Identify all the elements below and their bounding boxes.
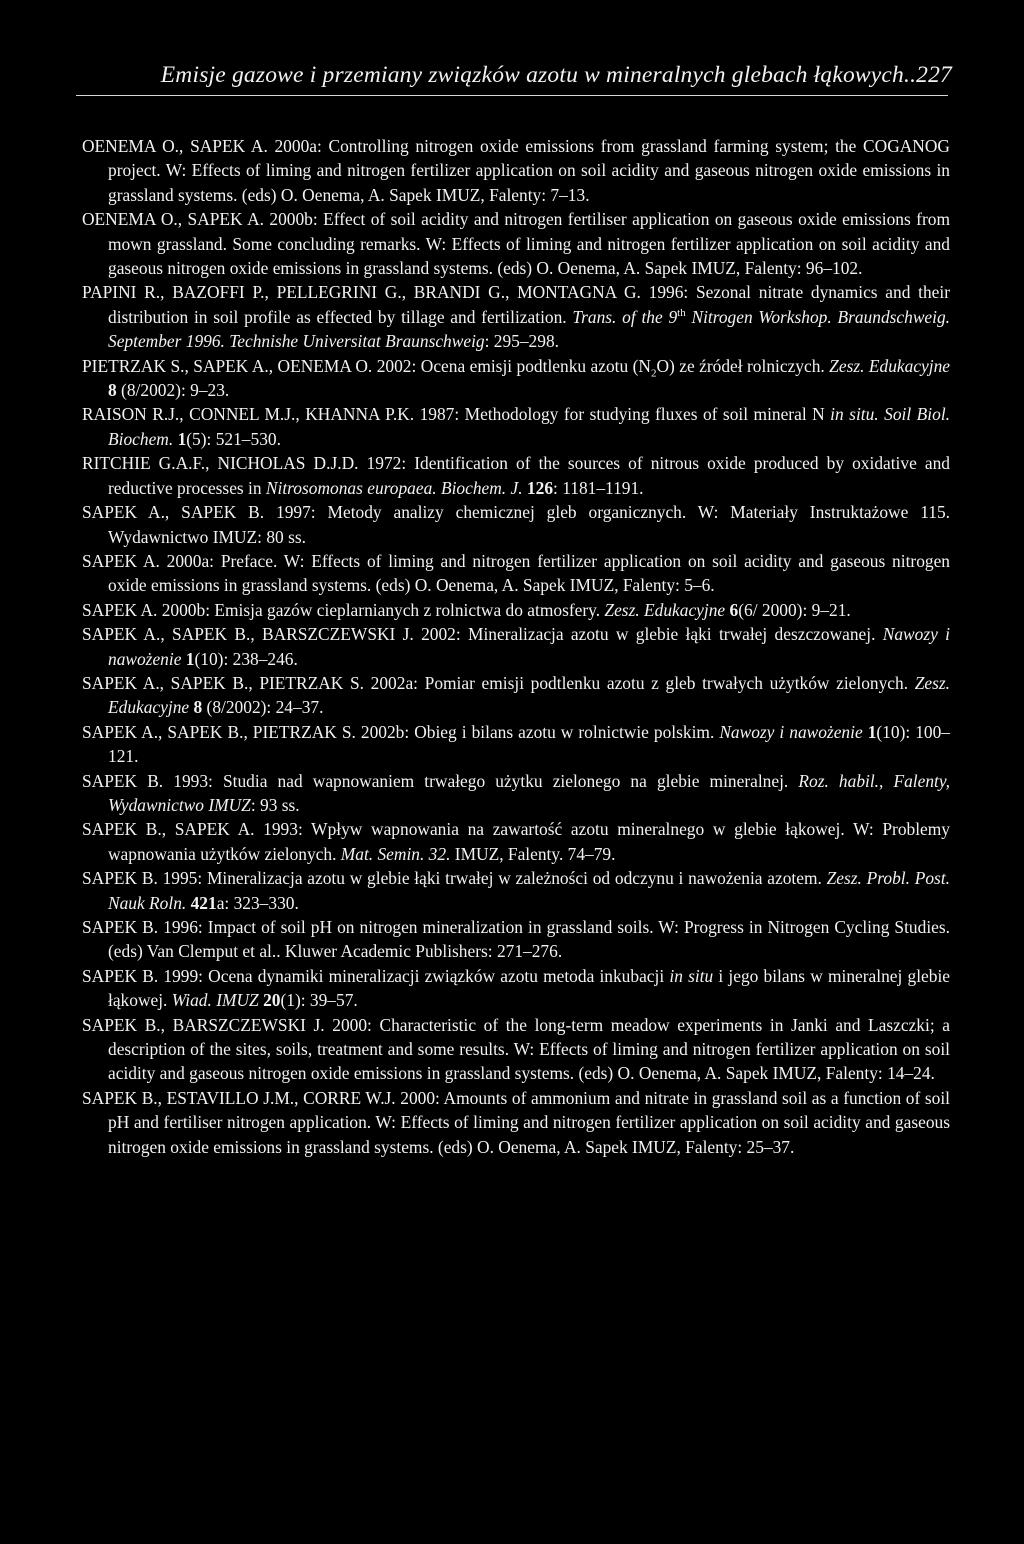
- reference-entry: [82, 915, 950, 964]
- reference-entry: [82, 769, 950, 818]
- reference-text: a: 323–330.: [216, 892, 299, 913]
- reference-entry: [82, 134, 950, 207]
- reference-text: (1): 39–57.: [280, 990, 358, 1011]
- reference-text: 8: [108, 380, 117, 401]
- reference-text: 1: [185, 648, 195, 669]
- reference-entry: [82, 280, 950, 353]
- reference-entry: [82, 1086, 950, 1159]
- reference-text: Roz. habil., Falenty, Wydawnictwo IMUZ: [108, 770, 950, 815]
- reference-text: 126: [526, 477, 554, 498]
- reference-text: (10): 238–246.: [194, 648, 298, 669]
- reference-text: 1: [867, 721, 877, 742]
- reference-text: 421: [190, 892, 217, 913]
- reference-text: Nitrosomonas europaea. Biochem. J.: [265, 477, 523, 498]
- reference-list: [82, 134, 950, 1159]
- reference-entry: [82, 549, 950, 598]
- reference-text: (6/ 2000): 9–21.: [738, 599, 851, 620]
- reference-text: SAPEK A. 2000a: Preface. W: Effects of liming and nitrogen fertilizer application on soil acidity and gaseous nitrogen oxide emissions in grassland systems. (eds) O. Oenema, A. Sapek IMUZ, Falenty: 5–6.: [82, 550, 950, 596]
- reference-text: IMUZ, Falenty. 74–79.: [450, 843, 616, 864]
- reference-entry: [82, 622, 950, 671]
- reference-text: : 93 ss.: [250, 794, 300, 815]
- reference-text: SAPEK A., SAPEK B., PIETRZAK S. 2002b: Obieg i bilans azotu w rolnictwie polskim.: [82, 721, 720, 742]
- reference-text: Nitrogen Workshop. Braundschweig. September 1996. Technishe Universitat Braunschweig: [108, 306, 951, 352]
- reference-text: SAPEK B. 1993: Studia nad wapnowaniem trwałego użytku zielonego na glebie mineralnej.: [82, 770, 799, 791]
- reference-text: in situ: [669, 965, 714, 986]
- reference-text: 1: [177, 428, 187, 449]
- reference-entry: [82, 207, 950, 280]
- reference-text: SAPEK B., ESTAVILLO J.M., CORRE W.J. 2000: Amounts of ammonium and nitrate in grassland soil as a function of soil pH and fertiliser nitrogen application. W: Effects of liming and nitrogen fertilizer application on soil acidity and gaseous nitrogen oxide emissions in grassland systems. (eds) O. Oenema, A. Sapek IMUZ, Falenty: 25–37.: [82, 1087, 950, 1157]
- reference-entry: [82, 598, 950, 622]
- reference-text: O) ze źródeł rolniczych.: [656, 355, 830, 376]
- reference-entry: [82, 866, 950, 915]
- reference-text: SAPEK A., SAPEK B., PIETRZAK S. 2002a: Pomiar emisji podtlenku azotu z gleb trwałych użytków zielonych.: [82, 672, 915, 693]
- reference-text: SAPEK B. 1996: Impact of soil pH on nitrogen mineralization in grassland soils. W: Progress in Nitrogen Cycling Studies. (eds) Van Clemput et al.. Kluwer Academic Publishers: 271–276.: [82, 917, 950, 962]
- reference-text: in situ. Soil Biol. Biochem.: [108, 404, 950, 449]
- reference-text: : 295–298.: [484, 331, 559, 352]
- reference-entry: [82, 671, 950, 720]
- reference-text: SAPEK B., BARSZCZEWSKI J. 2000: Characteristic of the long-term meadow experiments in Janki and Laszczki; a description of the sites, soils, treatment and some results. W: Effects of liming and nitrogen fertilizer application on soil acidity and gaseous nitrogen oxide emissions in grassland systems. (eds) O. Oenema, A. Sapek IMUZ, Falenty: 14–24.: [82, 1014, 950, 1084]
- reference-text: th: [677, 307, 686, 320]
- reference-entry: [82, 720, 950, 769]
- reference-text: Mat. Semin. 32.: [340, 843, 451, 864]
- reference-text: Zesz. Probl. Post. Nauk Roln.: [108, 868, 950, 913]
- reference-text: (8/2002): 9–23.: [116, 380, 230, 401]
- reference-entry: [82, 817, 950, 866]
- reference-entry: [82, 964, 950, 1013]
- reference-entry: [82, 402, 950, 451]
- reference-text: Zesz. Edukacyjne: [829, 355, 950, 376]
- reference-entry: [82, 354, 950, 403]
- reference-text: 2: [650, 367, 657, 380]
- reference-text: Zesz. Edukacyjne: [604, 599, 726, 620]
- reference-entry: [82, 1013, 950, 1086]
- reference-text: SAPEK A. 2000b: Emisja gazów cieplarnianych z rolnictwa do atmosfery.: [82, 599, 605, 620]
- reference-text: (8/2002): 24–37.: [202, 697, 324, 718]
- reference-text: 20: [263, 990, 281, 1011]
- reference-text: OENEMA O., SAPEK A. 2000a: Controlling nitrogen oxide emissions from grassland farming system; the COGANOG project. W: Effects of liming and nitrogen fertilizer application on soil acidity and gaseous nitrogen oxide emissions in grassland systems. (eds) O. Oenema, A. Sapek IMUZ, Falenty: 7–13.: [82, 136, 950, 205]
- reference-text: SAPEK A., SAPEK B., BARSZCZEWSKI J. 2002: Mineralizacja azotu w glebie łąki trwałej deszczowanej.: [82, 624, 883, 645]
- running-header: Emisje gazowe i przemiany związków azotu w mineralnych glebach łąkowych..227: [160, 62, 952, 88]
- reference-text: 8: [193, 697, 203, 718]
- reference-text: SAPEK A., SAPEK B. 1997: Metody analizy chemicznej gleb organicznych. W: Materiały Instruktażowe 115. Wydawnictwo IMUZ: 80 ss.: [82, 502, 950, 547]
- reference-text: (5): 521–530.: [186, 428, 281, 449]
- reference-text: Zesz. Edukacyjne: [108, 672, 950, 718]
- reference-text: (10): 100–121.: [108, 721, 950, 767]
- reference-text: : 1181–1191.: [553, 477, 644, 498]
- reference-text: RITCHIE G.A.F., NICHOLAS D.J.D. 1972: Identification of the sources of nitrous oxide produced by oxidative and reductive processes in: [82, 453, 950, 498]
- reference-text: 6: [729, 599, 739, 620]
- reference-text: PIETRZAK S., SAPEK A., OENEMA O. 2002: Ocena emisji podtlenku azotu (N: [82, 355, 651, 376]
- reference-text: Nawozy i nawożenie: [719, 721, 863, 742]
- reference-text: RAISON R.J., CONNEL M.J., KHANNA P.K. 1987: Methodology for studying fluxes of soil mineral N: [82, 404, 831, 425]
- reference-text: Trans. of the 9: [572, 306, 678, 327]
- reference-text: SAPEK B., SAPEK A. 1993: Wpływ wapnowania na zawartość azotu mineralnego w glebie łąkowej. W: Problemy wapnowania użytków zielonych.: [82, 819, 950, 864]
- reference-text: Wiad. IMUZ: [171, 990, 259, 1011]
- reference-text: SAPEK B. 1999: Ocena dynamiki mineralizacji związków azotu metoda inkubacji: [82, 965, 670, 986]
- header-rule: [76, 95, 948, 96]
- reference-text: PAPINI R., BAZOFFI P., PELLEGRINI G., BRANDI G., MONTAGNA G. 1996: Sezonal nitrate dynamics and their distribution in soil profile as effected by tillage and fertilization.: [82, 282, 950, 327]
- reference-text: SAPEK B. 1995: Mineralizacja azotu w glebie łąki trwałej w zależności od odczynu i nawożenia azotem.: [82, 868, 827, 889]
- reference-text: OENEMA O., SAPEK A. 2000b: Effect of soil acidity and nitrogen fertiliser application on gaseous oxide emissions from mown grassland. Some concluding remarks. W: Effects of liming and nitrogen fertilizer application on soil acidity and gaseous nitrogen oxide emissions in grassland systems. (eds) O. Oenema, A. Sapek IMUZ, Falenty: 96–102.: [82, 209, 950, 279]
- reference-entry: [82, 451, 950, 500]
- reference-text: Nawozy i nawożenie: [108, 624, 950, 669]
- reference-text: i jego bilans w mineralnej glebie łąkowej.: [108, 965, 950, 1011]
- reference-entry: [82, 500, 950, 549]
